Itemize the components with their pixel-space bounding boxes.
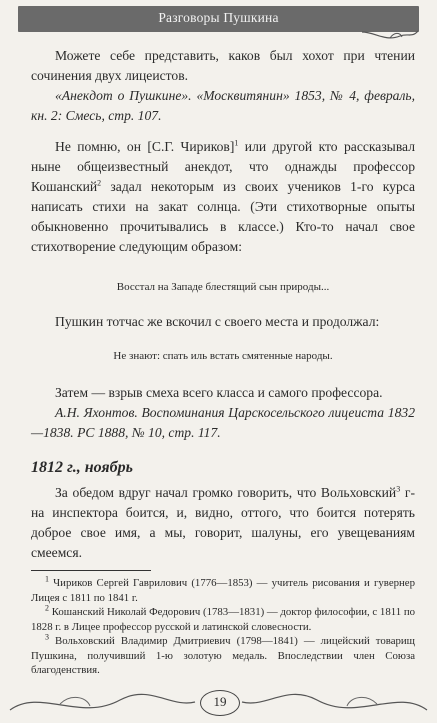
paragraph-5: За обедом вдруг начал громко говорить, что Вольховский$^3$ г-на инспектора боится, и, видно, оттого, что боится потерять доброе свое имя, а мы, говорит, шалуны, его увещеваниям смеемся. xyxy=(31,484,415,560)
header-flourish-ornament xyxy=(360,28,420,44)
footnote-2: $^2$ Кошанский Николай Федорович (1783—1831) — доктор философии, с 1811 по 1828 г. в Лицее профессор русской и латинской словесности. xyxy=(31,603,415,633)
paragraph-1: Можете себе представить, каков был хохот при чтении сочинения двух лицеистов. xyxy=(31,48,415,83)
section-heading-year: 1812 г., ноябрь xyxy=(31,459,133,476)
paragraph-3: Пушкин тотчас же вскочил с своего места и продолжал: xyxy=(55,314,380,329)
running-header xyxy=(18,6,419,32)
citation-1: «Анекдот о Пушкине». «Москвитянин» 1853, № 4, февраль, кн. 2: Смесь, стр. 107. xyxy=(31,88,415,123)
paragraph-4: Затем — взрыв смеха всего класса и самого профессора. xyxy=(55,385,383,400)
verse-line-1: Восстал на Западе блестящий сын природы... xyxy=(116,281,330,293)
footnote-3: $^3$ Вольховский Владимир Дмитриевич (1798—1841) — лицейский товарищ Пушкина, получивший 1-ю золотую медаль. Впоследствии член Союза благоденствия. xyxy=(31,632,415,676)
footnote-ref-2[interactable]: 2 xyxy=(97,178,102,188)
footnote-ref-3[interactable]: 3 xyxy=(396,484,401,494)
page-number: 19 xyxy=(213,694,227,709)
footnote-ref-1[interactable]: 1 xyxy=(234,138,239,148)
citation-2: А.Н. Яхонтов. Воспоминания Царскосельского лицеиста 1832—1838. РС 1888, № 10, стр. 117. xyxy=(31,405,415,440)
footnote-divider xyxy=(31,570,151,571)
running-header-title: Разговоры Пушкина xyxy=(158,10,279,25)
verse-line-2: Не знают: спать иль встать смятенные народы. xyxy=(113,350,333,362)
footnote-1: $^1$ Чириков Сергей Гаврилович (1776—1853) — учитель рисования и гувернер Лицея с 1811 по 1841 г. xyxy=(31,574,415,604)
paragraph-2: Не помню, он [С.Г. Чириков]$^1$ или другой кто рассказывал ныне общеизвестный анекдот, что однажды профессор Кошанский$^2$ задал некоторым из своих учеников 1-го курса написать стихи на закат солнца. (Эти стихотворные опыты обыкновенно прочитывались в классе.) Кто-то начал свое стихотворение следующим образом: xyxy=(31,138,415,254)
page-number-badge xyxy=(200,690,240,716)
